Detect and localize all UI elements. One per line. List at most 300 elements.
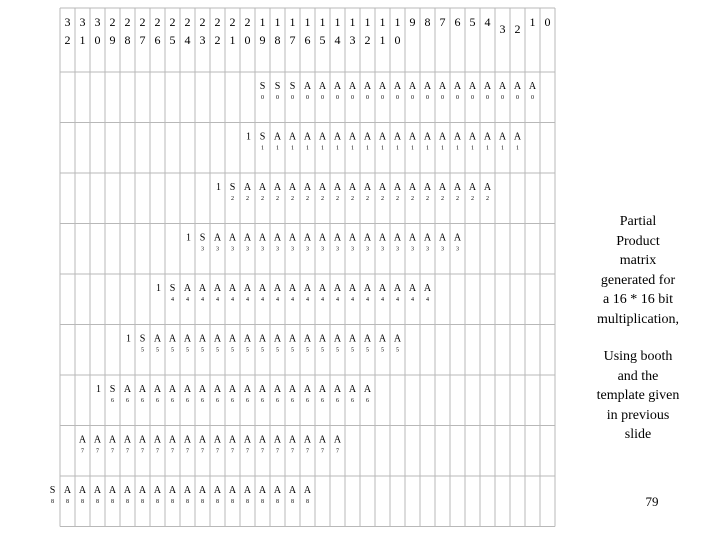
product-term-index: 5 — [306, 347, 309, 354]
product-term-index: 0 — [291, 95, 294, 101]
product-term-index: 2 — [426, 196, 429, 202]
product-term-index: 3 — [381, 246, 384, 253]
product-term-index: 2 — [411, 196, 414, 202]
bit-header-digit: 1 — [289, 15, 296, 29]
product-term-letter: A — [63, 485, 72, 496]
product-term-letter: A — [243, 283, 252, 294]
bit-header-digit: 3 — [94, 15, 101, 29]
product-term-letter: A — [318, 283, 327, 294]
product-term-letter: A — [213, 485, 222, 496]
product-term-index: 5 — [156, 347, 159, 354]
product-term-index: 8 — [156, 499, 159, 505]
product-term-letter: A — [333, 232, 342, 244]
product-term-index: 5 — [291, 347, 294, 354]
product-term-index: 0 — [426, 95, 429, 101]
product-term-letter: A — [318, 232, 327, 244]
page-number: 79 — [645, 494, 659, 509]
product-term-letter: A — [168, 485, 177, 496]
product-term-letter: A — [273, 283, 282, 294]
product-term-letter: A — [498, 131, 507, 143]
product-term-index: 7 — [231, 448, 234, 455]
product-term-letter: A — [363, 283, 372, 294]
product-term-letter: A — [348, 283, 357, 294]
product-term-letter: A — [288, 283, 297, 294]
product-term-index: 2 — [471, 196, 474, 202]
bit-header-digit: 5 — [469, 15, 476, 29]
product-term-letter: A — [213, 384, 222, 395]
product-term-letter: A — [243, 434, 252, 446]
product-term-index: 3 — [306, 246, 309, 253]
bit-header-digit: 6 — [454, 15, 461, 29]
product-term-letter: S — [199, 232, 206, 244]
product-term-letter: A — [318, 182, 327, 193]
product-term-index: 8 — [126, 499, 129, 505]
product-term-letter: A — [513, 131, 522, 143]
product-term-letter: A — [393, 182, 402, 193]
product-term-letter: A — [408, 81, 417, 92]
product-term-index: 6 — [156, 398, 159, 404]
product-term-index: 7 — [81, 448, 84, 455]
caption-paragraph-matrix — [582, 212, 694, 329]
product-term-index: 5 — [141, 347, 144, 354]
sign-extension-one: 1 — [96, 384, 101, 395]
product-term-index: 4 — [186, 297, 189, 303]
product-term-index: 4 — [381, 297, 384, 303]
sign-extension-one: 1 — [126, 333, 131, 345]
product-term-letter: A — [183, 283, 192, 294]
product-term-letter: A — [273, 232, 282, 244]
product-term-letter: A — [423, 232, 432, 244]
product-term-letter: A — [93, 485, 102, 496]
bit-header-digit: 2 — [184, 15, 191, 29]
sign-extension-one: 1 — [156, 283, 161, 294]
product-term-letter: A — [318, 131, 327, 143]
product-term-index: 0 — [261, 95, 264, 101]
product-term-letter: A — [273, 485, 282, 496]
product-term-letter: A — [93, 434, 102, 446]
product-term-letter: A — [513, 81, 522, 92]
product-term-letter: A — [243, 333, 252, 345]
product-term-letter: A — [468, 81, 477, 92]
product-term-index: 0 — [306, 95, 309, 101]
product-term-letter: A — [378, 131, 387, 143]
product-term-letter: A — [228, 333, 237, 345]
bit-header-digit: 2 — [364, 33, 371, 47]
bit-header-digit: 1 — [379, 33, 386, 47]
product-term-index: 1 — [306, 145, 309, 152]
caption-line: matrix — [619, 253, 657, 268]
product-term-index: 7 — [111, 448, 114, 455]
product-term-index: 6 — [216, 398, 219, 404]
product-term-letter: A — [123, 384, 132, 395]
product-term-index: 6 — [291, 398, 294, 404]
product-term-letter: A — [363, 384, 372, 395]
product-term-index: 3 — [291, 246, 294, 253]
product-term-index: 0 — [336, 95, 339, 101]
product-term-letter: A — [483, 182, 492, 193]
product-term-letter: A — [378, 283, 387, 294]
caption-line: in previous — [606, 407, 670, 423]
product-term-index: 2 — [381, 196, 384, 202]
product-term-index: 0 — [366, 95, 369, 101]
bit-header-digit: 2 — [214, 15, 221, 29]
product-term-index: 1 — [396, 145, 399, 152]
product-term-letter: A — [333, 283, 342, 294]
product-term-index: 6 — [126, 398, 129, 404]
bit-header-digit: 7 — [139, 33, 146, 47]
product-term-index: 2 — [276, 196, 279, 202]
product-term-letter: A — [333, 434, 342, 446]
product-term-index: 5 — [231, 347, 234, 354]
product-term-index: 8 — [291, 499, 294, 505]
product-term-index: 7 — [141, 448, 144, 455]
bit-header-digit: 1 — [349, 15, 356, 29]
product-term-letter: A — [528, 81, 537, 92]
product-term-letter: A — [408, 182, 417, 193]
bit-header-digit: 0 — [244, 33, 251, 47]
product-term-letter: A — [318, 333, 327, 345]
bit-header-digit: 2 — [169, 15, 176, 29]
product-term-letter: S — [259, 81, 266, 92]
product-term-letter: A — [423, 131, 432, 143]
product-term-letter: A — [393, 81, 402, 92]
bit-header-digit: 2 — [244, 15, 251, 29]
product-term-letter: A — [273, 384, 282, 395]
product-term-letter: A — [363, 232, 372, 244]
bit-header-digit: 2 — [109, 15, 116, 29]
product-term-index: 6 — [246, 398, 249, 404]
product-term-index: 5 — [261, 347, 264, 354]
product-term-letter: A — [363, 131, 372, 143]
product-term-letter: A — [438, 81, 447, 92]
product-term-index: 7 — [276, 448, 279, 455]
product-term-index: 4 — [396, 297, 399, 303]
product-term-index: 6 — [186, 398, 189, 404]
product-term-letter: A — [378, 182, 387, 193]
bit-header-digit: 9 — [109, 33, 116, 47]
product-term-letter: A — [393, 232, 402, 244]
product-term-index: 6 — [366, 398, 369, 404]
product-term-letter: S — [229, 182, 236, 193]
product-term-index: 6 — [141, 398, 144, 404]
product-term-letter: A — [198, 485, 207, 496]
product-term-letter: A — [303, 81, 312, 92]
product-term-letter: A — [258, 434, 267, 446]
product-term-index: 2 — [246, 196, 249, 202]
product-term-letter: A — [468, 182, 477, 193]
product-term-index: 5 — [201, 347, 204, 354]
product-term-letter: A — [303, 333, 312, 345]
product-term-letter: A — [183, 333, 192, 345]
product-term-letter: A — [183, 384, 192, 395]
product-term-letter: A — [288, 131, 297, 143]
product-term-letter: A — [408, 232, 417, 244]
product-term-index: 2 — [336, 196, 339, 202]
bit-header-digit: 4 — [334, 33, 341, 47]
product-term-index: 8 — [81, 499, 84, 505]
product-term-letter: A — [363, 182, 372, 193]
product-term-letter: A — [153, 434, 162, 446]
product-term-letter: A — [453, 232, 462, 244]
product-term-index: 5 — [216, 347, 219, 354]
bit-header-digit: 7 — [439, 15, 446, 29]
product-term-letter: A — [228, 384, 237, 395]
product-term-letter: A — [303, 384, 312, 395]
product-term-index: 2 — [306, 196, 309, 202]
bit-header-digit: 1 — [229, 33, 236, 47]
product-term-letter: A — [318, 81, 327, 92]
product-term-index: 6 — [351, 398, 354, 404]
product-term-letter: A — [78, 434, 87, 446]
product-term-letter: A — [318, 384, 327, 395]
product-term-index: 3 — [396, 246, 399, 253]
product-term-letter: A — [123, 485, 132, 496]
product-term-index: 1 — [321, 145, 324, 152]
product-term-letter: A — [303, 283, 312, 294]
product-term-index: 0 — [276, 95, 279, 101]
product-term-letter: A — [348, 182, 357, 193]
product-term-index: 1 — [501, 145, 504, 152]
product-term-index: 1 — [276, 145, 279, 152]
bit-header-digit: 3 — [199, 33, 206, 47]
product-term-letter: A — [348, 81, 357, 92]
product-term-letter: A — [453, 182, 462, 193]
product-term-index: 3 — [261, 246, 264, 253]
product-term-index: 5 — [351, 347, 354, 354]
matrix-cells — [50, 81, 537, 505]
product-term-index: 0 — [531, 95, 534, 101]
product-term-index: 4 — [306, 297, 309, 303]
caption-line: template given — [596, 388, 680, 403]
product-term-index: 6 — [111, 398, 114, 404]
product-term-index: 4 — [201, 297, 204, 303]
sign-extension-one: 1 — [216, 182, 221, 193]
bit-header-digit: 6 — [304, 33, 311, 47]
product-term-letter: A — [483, 131, 492, 143]
bit-header-digit: 1 — [79, 33, 86, 47]
product-term-letter: A — [108, 485, 117, 496]
product-term-letter: A — [213, 283, 222, 294]
product-term-index: 8 — [66, 499, 69, 505]
bit-header-digit: 2 — [139, 15, 146, 29]
product-term-index: 7 — [321, 448, 324, 455]
product-term-index: 3 — [411, 246, 414, 253]
product-term-index: 8 — [201, 499, 204, 505]
product-term-letter: A — [288, 182, 297, 193]
product-term-index: 7 — [96, 448, 99, 455]
product-term-letter: A — [168, 434, 177, 446]
product-term-index: 7 — [291, 448, 294, 455]
bit-header-digit: 3 — [349, 33, 356, 47]
product-term-index: 1 — [411, 145, 414, 152]
product-term-letter: A — [198, 434, 207, 446]
product-term-letter: A — [408, 131, 417, 143]
bit-header-digit: 9 — [259, 33, 266, 47]
bit-header-digit: 0 — [394, 33, 401, 47]
product-term-letter: A — [108, 434, 117, 446]
product-term-index: 0 — [441, 95, 444, 101]
product-term-index: 8 — [306, 499, 309, 505]
product-term-letter: A — [303, 182, 312, 193]
product-term-index: 4 — [261, 297, 264, 303]
product-term-index: 4 — [411, 297, 414, 303]
product-term-index: 1 — [456, 145, 459, 152]
bit-header-digit: 1 — [319, 15, 326, 29]
product-term-index: 4 — [336, 297, 339, 303]
product-term-letter: A — [348, 131, 357, 143]
product-term-letter: S — [289, 81, 296, 92]
bit-header-digit: 1 — [529, 15, 536, 29]
product-term-letter: A — [258, 485, 267, 496]
product-term-letter: A — [393, 131, 402, 143]
product-term-index: 0 — [351, 95, 354, 101]
product-term-letter: A — [198, 333, 207, 345]
product-term-letter: S — [49, 485, 56, 496]
product-term-index: 5 — [246, 347, 249, 354]
product-term-index: 3 — [336, 246, 339, 253]
product-term-letter: A — [363, 333, 372, 345]
product-term-letter: A — [333, 81, 342, 92]
product-term-index: 1 — [381, 145, 384, 152]
product-term-index: 8 — [171, 499, 174, 505]
product-term-letter: A — [168, 333, 177, 345]
product-term-letter: A — [138, 485, 147, 496]
product-term-letter: A — [303, 131, 312, 143]
product-term-index: 6 — [231, 398, 234, 404]
product-term-index: 3 — [246, 246, 249, 253]
product-term-index: 5 — [321, 347, 324, 354]
product-term-letter: A — [258, 384, 267, 395]
product-term-index: 5 — [171, 347, 174, 354]
product-term-letter: A — [393, 333, 402, 345]
product-term-letter: A — [288, 384, 297, 395]
product-term-index: 3 — [441, 246, 444, 253]
product-term-letter: A — [348, 384, 357, 395]
product-term-index: 7 — [171, 448, 174, 455]
bit-header-digit: 2 — [229, 15, 236, 29]
product-term-index: 6 — [201, 398, 204, 404]
product-term-index: 8 — [111, 499, 114, 505]
product-term-letter: A — [453, 81, 462, 92]
bit-header-digit: 2 — [199, 15, 206, 29]
product-term-letter: S — [259, 131, 266, 143]
bit-header-digit: 4 — [484, 15, 491, 29]
product-term-index: 5 — [336, 347, 339, 354]
sign-extension-one: 1 — [186, 232, 191, 244]
product-term-letter: A — [378, 333, 387, 345]
product-term-letter: A — [243, 485, 252, 496]
bit-header-digit: 9 — [409, 15, 416, 29]
product-term-index: 0 — [456, 95, 459, 101]
product-term-index: 8 — [51, 499, 54, 505]
product-term-letter: A — [138, 384, 147, 395]
bit-header-digit: 4 — [184, 33, 191, 47]
product-term-letter: A — [333, 131, 342, 143]
product-term-letter: A — [243, 384, 252, 395]
product-term-letter: A — [213, 232, 222, 244]
caption-line: Partial — [619, 214, 657, 229]
product-term-letter: A — [288, 333, 297, 345]
product-term-letter: A — [288, 434, 297, 446]
product-term-letter: A — [438, 182, 447, 193]
product-term-letter: A — [333, 384, 342, 395]
bit-header-digit: 1 — [304, 15, 311, 29]
product-term-index: 8 — [141, 499, 144, 505]
product-term-index: 7 — [306, 448, 309, 455]
product-term-letter: A — [318, 434, 327, 446]
product-term-letter: A — [363, 81, 372, 92]
product-term-index: 6 — [261, 398, 264, 404]
bit-header-digit: 0 — [94, 33, 101, 47]
product-term-index: 7 — [246, 448, 249, 455]
product-term-letter: A — [348, 333, 357, 345]
product-term-index: 1 — [441, 145, 444, 152]
product-term-index: 6 — [276, 398, 279, 404]
product-term-index: 4 — [231, 297, 234, 303]
product-term-letter: A — [258, 283, 267, 294]
product-term-letter: A — [183, 485, 192, 496]
product-term-index: 3 — [321, 246, 324, 253]
product-term-letter: A — [243, 182, 252, 193]
bit-header-digit: 2 — [514, 22, 521, 36]
product-term-letter: A — [168, 384, 177, 395]
product-term-index: 3 — [351, 246, 354, 253]
product-term-letter: A — [273, 182, 282, 193]
product-term-index: 5 — [366, 347, 369, 354]
bit-header-digit: 2 — [64, 33, 71, 47]
product-term-letter: A — [258, 232, 267, 244]
bit-header-digit: 5 — [319, 33, 326, 47]
product-term-index: 8 — [261, 499, 264, 505]
product-term-letter: S — [139, 333, 146, 345]
bit-header-digit: 8 — [274, 33, 281, 47]
product-term-index: 3 — [366, 246, 369, 253]
product-term-letter: A — [138, 434, 147, 446]
product-term-letter: A — [333, 182, 342, 193]
product-term-index: 3 — [456, 246, 459, 253]
product-term-index: 7 — [216, 448, 219, 455]
product-term-index: 7 — [336, 448, 339, 455]
caption-line: and the — [617, 368, 659, 384]
product-term-index: 0 — [516, 95, 519, 101]
caption-line: Product — [616, 233, 660, 249]
product-term-index: 0 — [471, 95, 474, 101]
product-term-letter: A — [378, 232, 387, 244]
bit-header-digit: 2 — [154, 15, 161, 29]
bit-header-digit: 6 — [154, 33, 161, 47]
product-term-index: 1 — [351, 145, 354, 152]
product-term-index: 1 — [291, 145, 294, 152]
product-term-index: 1 — [471, 145, 474, 152]
product-term-letter: A — [423, 283, 432, 294]
product-term-letter: A — [273, 434, 282, 446]
product-term-letter: A — [378, 81, 387, 92]
caption-line: slide — [624, 427, 652, 442]
product-term-letter: A — [423, 182, 432, 193]
product-term-index: 0 — [381, 95, 384, 101]
product-term-index: 3 — [231, 246, 234, 253]
product-term-letter: A — [123, 434, 132, 446]
product-term-index: 0 — [396, 95, 399, 101]
product-term-letter: A — [498, 81, 507, 92]
product-term-index: 7 — [186, 448, 189, 455]
product-term-letter: A — [423, 81, 432, 92]
product-term-index: 7 — [261, 448, 264, 455]
product-term-letter: A — [453, 131, 462, 143]
product-term-index: 8 — [246, 499, 249, 505]
slide-caption — [582, 212, 694, 445]
bit-header-digit: 1 — [259, 15, 266, 29]
